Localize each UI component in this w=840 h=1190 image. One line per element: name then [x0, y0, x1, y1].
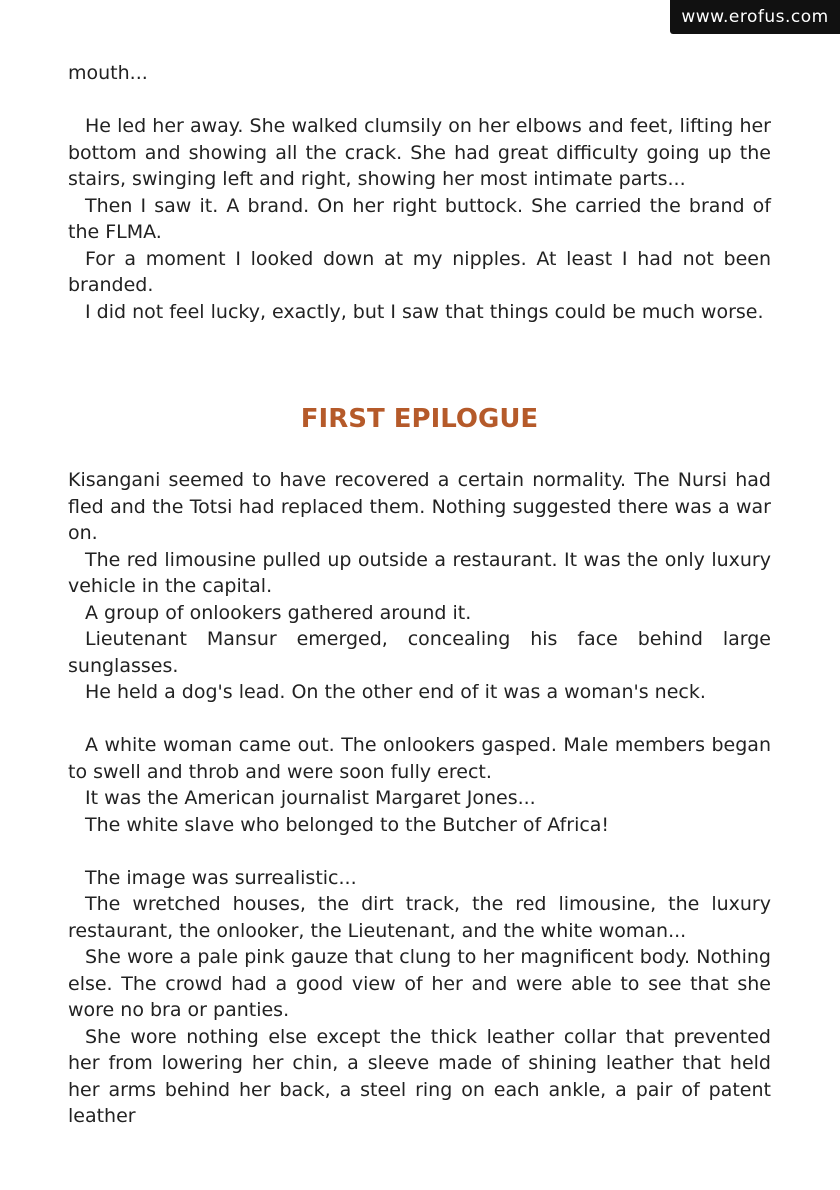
site-watermark: www.erofus.com [670, 0, 840, 34]
paragraph: The white slave who belonged to the Butcher of Africa! [85, 813, 610, 836]
paragraph: A white woman came out. The onlookers gasped. Male members began to swell and throb and were soon fully erect. [68, 734, 771, 783]
paragraph: Then I saw it. A brand. On her right buttock. She carried the brand of the FLMA. [68, 194, 771, 243]
paragraph: He led her away. She walked clumsily on her elbows and feet, lifting her bottom and showing all the crack. She had great difficulty going up the stairs, swinging left and right, showing her most intimate parts... [68, 115, 771, 190]
paragraph: Lieutenant Mansur emerged, concealing his face behind large sunglasses. [68, 628, 771, 677]
book-page [68, 60, 771, 1130]
paragraph: mouth... [68, 62, 148, 84]
paragraph: He held a dog's lead. On the other end of it was a woman's neck. [85, 681, 706, 703]
paragraph: The red limousine pulled up outside a restaurant. It was the only luxury vehicle in the capital. [68, 548, 771, 597]
paragraph: She wore a pale pink gauze that clung to her magnificent body. Nothing else. The crowd had a good view of her and were able to see that she wore no bra or panties. [68, 946, 771, 1021]
paragraph: For a moment I looked down at my nipples. At least I had not been branded. [68, 247, 771, 296]
paragraph: A group of onlookers gathered around it. [85, 601, 472, 624]
paragraph: The image was surrealistic... [85, 866, 357, 889]
paragraph: She wore nothing else except the thick leather collar that prevented her from lowering her chin, a sleeve made of shining leather that held her arms behind her back, a steel ring on each ankle, a pair of patent leather [68, 1025, 771, 1127]
chapter-heading: FIRST EPILOGUE [300, 404, 539, 434]
paragraph: Kisangani seemed to have recovered a certain normality. The Nursi had fled and the Totsi had replaced them. Nothing suggested there was a war on. [68, 469, 771, 544]
paragraph: I did not feel lucky, exactly, but I saw that things could be much worse. [85, 300, 764, 323]
paragraph: The wretched houses, the dirt track, the red limousine, the luxury restaurant, the onlooker, the Lieutenant, and the white woman... [68, 893, 771, 942]
paragraph: It was the American journalist Margaret Jones... [85, 787, 536, 809]
